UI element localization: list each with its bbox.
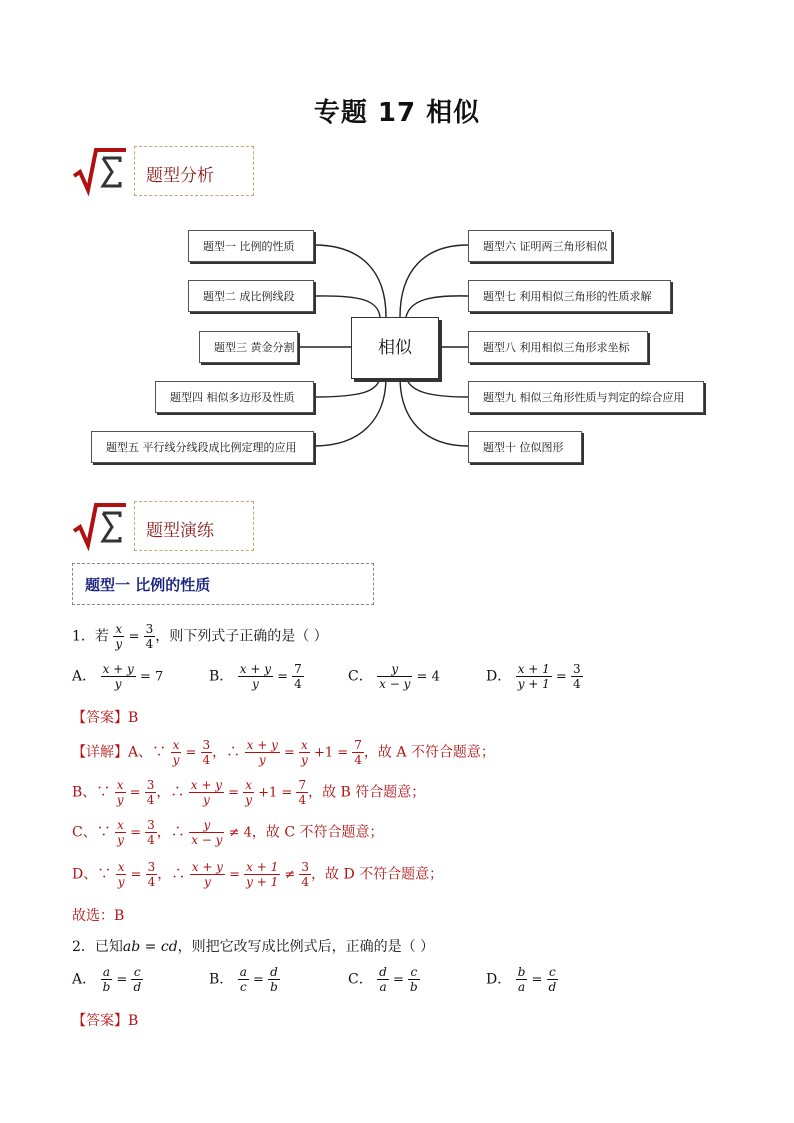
q1-detail-d: D、∵ $\frac{x}{y}$ = $\frac{3}{4}$ ，∴ $\frac{x + y}{y}$ = $\frac{x + 1}{y + 1}$ ≠ $\frac{3}{4}$ ，故 D 不符合题意； bbox=[72, 860, 444, 889]
mindmap-item-3: 题型三 黄金分割 bbox=[199, 331, 298, 363]
q1-option-d: D． $\frac{x + 1}{y + 1}$ = $\frac{3}{4}$ bbox=[486, 662, 581, 691]
q1-choose: 故选：B bbox=[72, 908, 125, 924]
q2-stem: 2．已知ab = cd，则把它改写成比例式后，正确的是（ ） bbox=[72, 939, 435, 955]
mindmap-item-1: 题型一 比例的性质 bbox=[188, 230, 314, 262]
mindmap-center: 相似 bbox=[351, 317, 439, 379]
mindmap-item-8: 题型八 利用相似三角形求坐标 bbox=[468, 331, 648, 363]
q1-option-b: B． $\frac{x + y}{y}$ = $\frac{7}{4}$ bbox=[209, 662, 302, 691]
mindmap-item-6: 题型六 证明两三角形相似 bbox=[468, 230, 612, 262]
q2-answer: 【答案】B bbox=[72, 1013, 139, 1029]
q2-option-c: C． $\frac{d}{a}$ = $\frac{c}{b}$ bbox=[348, 965, 418, 994]
mindmap-item-2: 题型二 成比例线段 bbox=[188, 280, 314, 312]
type-header: 题型一 比例的性质 bbox=[72, 563, 374, 605]
mindmap-item-4: 题型四 相似多边形及性质 bbox=[155, 381, 314, 413]
q2-option-a: A． $\frac{a}{b}$ = $\frac{c}{d}$ bbox=[72, 965, 142, 994]
page-title: 专题 17 相似 bbox=[313, 98, 481, 128]
q1-option-a: A． $\frac{x + y}{y}$ = 7 bbox=[72, 662, 164, 691]
q2-option-b: B． $\frac{a}{c}$ = $\frac{d}{b}$ bbox=[209, 965, 278, 994]
q1-detail-c: C、∵ $\frac{x}{y}$ = $\frac{3}{4}$ ，∴ $\frac{y}{x - y}$ ≠ 4，故 C 不符合题意； bbox=[72, 818, 384, 847]
mindmap-item-5: 题型五 平行线分线段成比例定理的应用 bbox=[91, 431, 314, 463]
q1-option-c: C． $\frac{y}{x - y}$ = 4 bbox=[348, 662, 440, 691]
mindmap-item-9: 题型九 相似三角形性质与判定的综合应用 bbox=[468, 381, 704, 413]
sqrt-sigma-icon bbox=[70, 501, 128, 555]
q1-detail-a: 【详解】A、∵ $\frac{x}{y}$ = $\frac{3}{4}$ ，∴ $\frac{x + y}{y}$ = $\frac{x}{y}$ +1 = $\frac{7}{4}$ ，故 A 不符合题意； bbox=[72, 738, 495, 767]
q1-stem: 1．若 $\frac{x}{y}$ = $\frac{3}{4}$ ，则下列式子正确的是（ ） bbox=[72, 622, 328, 651]
section-analysis-label: 题型分析 bbox=[146, 166, 214, 186]
section-practice-label: 题型演练 bbox=[146, 521, 214, 541]
mindmap-item-7: 题型七 利用相似三角形的性质求解 bbox=[468, 280, 671, 312]
q1-answer: 【答案】B bbox=[72, 710, 139, 726]
q1-detail-b: B、∵ $\frac{x}{y}$ = $\frac{3}{4}$ ，∴ $\frac{x + y}{y}$ = $\frac{x}{y}$ +1 = $\frac{7}{4}$ ，故 B 符合题意； bbox=[72, 778, 426, 807]
q2-option-d: D． $\frac{b}{a}$ = $\frac{c}{d}$ bbox=[486, 965, 557, 994]
mindmap-item-10: 题型十 位似图形 bbox=[468, 431, 582, 463]
